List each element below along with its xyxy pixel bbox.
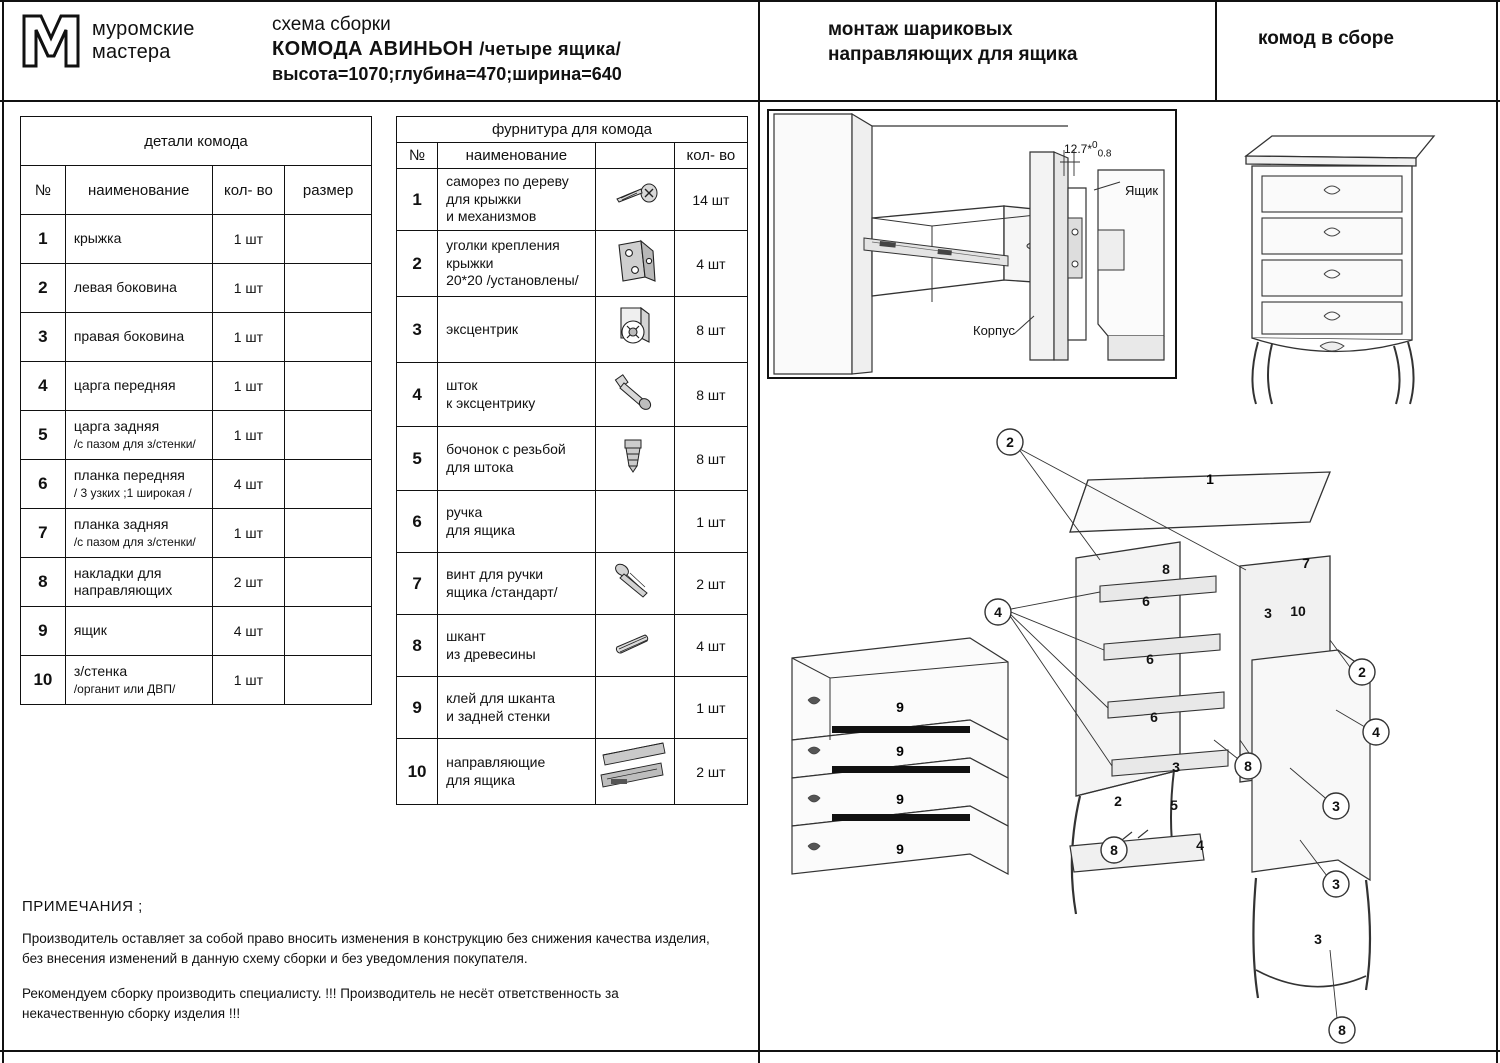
hardware-table [396, 116, 748, 805]
parts-row-6-size [285, 460, 372, 509]
hw-row-6-name [438, 491, 595, 553]
callout-2-top: 2 [1006, 434, 1014, 450]
hw-row-9-num: 9 [397, 677, 438, 739]
hw-row-8-name-l1: шкант [446, 628, 486, 644]
hw-row-1-name-l3: и механизмов [446, 208, 537, 225]
callout-8-left: 8 [1110, 842, 1118, 858]
hw-row-9-qty: 1 шт [674, 677, 747, 739]
exploded-assembly-diagram [770, 410, 1470, 1055]
hw-row-9-name [438, 677, 595, 739]
title-dimensions: высота=1070;глубина=470;ширина=640 [272, 64, 622, 84]
cam-bolt-icon [595, 363, 674, 427]
table-row [397, 739, 748, 805]
hw-row-4-name-l1: шток [446, 377, 478, 393]
parts-row-4-qty: 1 шт [212, 362, 285, 411]
title-model: КОМОДА АВИНЬОН [272, 38, 474, 60]
mark-10-right: 10 [1290, 603, 1306, 619]
parts-row-7-num: 7 [21, 509, 66, 558]
hw-row-10-name-l1: направляющие [446, 754, 546, 770]
dowel-nut-icon [595, 427, 674, 491]
notes-paragraph-1: Производитель оставляет за собой право вносить изменения в конструкцию без снижения качества изделия, без внесения изменений в данную схему сборки и без уведомления покупателя. [22, 931, 710, 967]
parts-row-8-name-main: накладки для [73, 564, 162, 581]
hw-row-6-num: 6 [397, 491, 438, 553]
brand-line-2: мастера [92, 41, 171, 63]
parts-row-7-name [65, 509, 212, 558]
hw-row-7-qty: 2 шт [674, 553, 747, 615]
assembled-cabinet-illustration [1228, 110, 1458, 415]
hw-row-10-name-l2: для ящика [446, 771, 516, 788]
parts-row-6-name [65, 460, 212, 509]
divider-vertical-left [758, 0, 760, 1063]
mark-7-right: 7 [1302, 555, 1310, 571]
hw-row-2-name-l1: уголки крепления [446, 237, 560, 254]
drawer-label-1: 9 [896, 699, 904, 715]
table-row [21, 460, 372, 509]
angle-bracket-icon [595, 231, 674, 297]
parts-row-2-name: левая боковина [65, 264, 212, 313]
table-row [21, 313, 372, 362]
hw-row-2-qty: 4 шт [674, 231, 747, 297]
table-row [397, 363, 748, 427]
parts-row-1-size [285, 215, 372, 264]
dimension-value: 12.7 [1064, 142, 1088, 156]
parts-row-4-num: 4 [21, 362, 66, 411]
table-row [397, 677, 748, 739]
logo-mark-icon [20, 12, 82, 70]
parts-table-caption: детали комода [21, 117, 372, 166]
parts-row-3-qty: 1 шт [212, 313, 285, 362]
cam-lock-icon [595, 297, 674, 363]
hw-row-6-qty: 1 шт [674, 491, 747, 553]
table-row [21, 264, 372, 313]
parts-row-2-size [285, 264, 372, 313]
parts-row-6-num: 6 [21, 460, 66, 509]
table-row [397, 615, 748, 677]
mark-4-bottom: 4 [1196, 837, 1204, 853]
parts-row-8-qty: 2 шт [212, 558, 285, 607]
parts-row-6-name-sub: / 3 узких ;1 широкая / [73, 486, 192, 500]
hw-row-4-name [438, 363, 595, 427]
hw-row-4-name-l2: к эксцентрику [446, 394, 536, 411]
parts-row-10-num: 10 [21, 656, 66, 705]
notes-paragraph-2: Рекомендуем сборку производить специалисту. !!! Производитель не несёт ответственность за некачественную сборку изделия !!! [22, 985, 619, 1021]
hw-row-3-qty: 8 шт [674, 297, 747, 363]
label-drawer: Ящик [1125, 183, 1159, 198]
hw-row-1-qty: 14 шт [674, 169, 747, 231]
divider-horizontal-top [0, 100, 1500, 102]
mark-6-b: 6 [1146, 651, 1154, 667]
callout-4-right: 4 [1372, 724, 1380, 740]
label-body: Корпус [973, 323, 1015, 338]
dimension-tol-up: 0 [1092, 140, 1098, 151]
parts-col-size: размер [285, 166, 372, 215]
hw-row-1-num: 1 [397, 169, 438, 231]
hw-row-7-name-l1: винт для ручки [446, 566, 544, 582]
hw-row-4-qty: 8 шт [674, 363, 747, 427]
parts-row-4-name: царга передняя [65, 362, 212, 411]
parts-row-10-name-main: з/стенка [73, 662, 128, 679]
hw-row-4-num: 4 [397, 363, 438, 427]
notes-block [22, 898, 722, 1024]
parts-row-2-qty: 1 шт [212, 264, 285, 313]
frame-top [0, 0, 1500, 2]
parts-row-9-qty: 4 шт [212, 607, 285, 656]
mark-8-left: 8 [1162, 561, 1170, 577]
hw-row-2-num: 2 [397, 231, 438, 297]
hw-row-10-num: 10 [397, 739, 438, 805]
hw-row-2-name [438, 231, 595, 297]
parts-row-10-qty: 1 шт [212, 656, 285, 705]
hw-row-8-qty: 4 шт [674, 615, 747, 677]
table-row [397, 231, 748, 297]
hw-row-3-num: 3 [397, 297, 438, 363]
callout-3-right: 3 [1332, 798, 1340, 814]
drawer-label-3: 9 [896, 791, 904, 807]
table-row [397, 297, 748, 363]
table-row [21, 558, 372, 607]
mark-3-right-lower: 3 [1314, 931, 1322, 947]
parts-row-5-size [285, 411, 372, 460]
table-row [21, 362, 372, 411]
hw-row-10-qty: 2 шт [674, 739, 747, 805]
parts-row-5-name-sub: /с пазом для з/стенки/ [73, 437, 196, 451]
hw-row-10-name [438, 739, 595, 805]
table-row [21, 607, 372, 656]
mark-6-a: 6 [1142, 593, 1150, 609]
sheet-title [272, 14, 622, 85]
parts-row-10-name [65, 656, 212, 705]
hw-row-6-name-l2: для ящика [446, 521, 516, 538]
slide-rail-icon [595, 739, 674, 805]
callout-2-right: 2 [1358, 664, 1366, 680]
parts-row-7-size [285, 509, 372, 558]
callout-4-left: 4 [994, 604, 1002, 620]
hw-col-num: № [397, 143, 438, 169]
dimension-label: 12.7*$^0_{0.8}$ [1064, 140, 1112, 160]
parts-col-name: наименование [65, 166, 212, 215]
hw-row-8-name-l2: из древесины [446, 645, 536, 662]
parts-row-1-name: крыжка [65, 215, 212, 264]
parts-row-1-num: 1 [21, 215, 66, 264]
dimension-tol-down: 0.8 [1097, 148, 1112, 160]
brand-text [92, 18, 195, 64]
hw-row-2-name-l2: крыжки [446, 254, 494, 271]
hw-row-5-num: 5 [397, 427, 438, 491]
mark-3-right: 3 [1264, 605, 1272, 621]
table-row [397, 553, 748, 615]
glue-icon [595, 677, 674, 739]
parts-row-3-size [285, 313, 372, 362]
parts-row-9-size [285, 607, 372, 656]
parts-row-5-name-main: царга задняя [73, 417, 160, 434]
drawer-label-4: 9 [896, 841, 904, 857]
parts-row-8-num: 8 [21, 558, 66, 607]
mark-2-left: 2 [1114, 793, 1122, 809]
table-row [397, 491, 748, 553]
slide-mounting-diagram [768, 110, 1176, 383]
hw-row-2-name-l3: 20*20 /установлены/ [446, 272, 579, 289]
parts-row-9-num: 9 [21, 607, 66, 656]
parts-row-8-name-sub: направляющих [73, 582, 173, 598]
frame-left [2, 0, 4, 1063]
callout-8-bottom: 8 [1338, 1022, 1346, 1038]
table-row [397, 427, 748, 491]
parts-row-5-qty: 1 шт [212, 411, 285, 460]
assembled-section-title: комод в сборе [1258, 28, 1394, 49]
hw-row-1-name-l2: для крыжки [446, 190, 522, 207]
parts-row-8-size [285, 558, 372, 607]
parts-row-9-name: ящик [65, 607, 212, 656]
slide-title-line-1: монтаж шариковых [828, 19, 1013, 40]
hw-row-5-name-l1: бочонок с резьбой [446, 441, 566, 457]
parts-row-8-name [65, 558, 212, 607]
parts-row-6-name-main: планка передняя [73, 466, 185, 483]
parts-row-3-name: правая боковина [65, 313, 212, 362]
hw-row-8-name [438, 615, 595, 677]
parts-table [20, 116, 372, 705]
brand-line-1: муромские [92, 18, 195, 40]
table-row [21, 509, 372, 558]
hw-row-5-name [438, 427, 595, 491]
parts-table-header [21, 166, 372, 215]
drawer-label-2: 9 [896, 743, 904, 759]
slide-section-title [828, 18, 1077, 67]
hw-row-3-name: эксцентрик [438, 297, 595, 363]
parts-row-7-name-main: планка задняя [73, 515, 169, 532]
parts-row-7-qty: 1 шт [212, 509, 285, 558]
parts-row-1-qty: 1 шт [212, 215, 285, 264]
slide-title-line-2: направляющих для ящика [828, 43, 1078, 65]
hw-row-7-num: 7 [397, 553, 438, 615]
hw-row-5-qty: 8 шт [674, 427, 747, 491]
hw-col-name: наименование [438, 143, 595, 169]
hw-col-image [595, 143, 674, 169]
table-row [397, 169, 748, 231]
title-line-2 [272, 38, 622, 61]
divider-vertical-right [1215, 0, 1217, 100]
parts-col-qty: кол- во [212, 166, 285, 215]
parts-row-5-name [65, 411, 212, 460]
parts-row-6-qty: 4 шт [212, 460, 285, 509]
parts-row-2-num: 2 [21, 264, 66, 313]
hw-row-1-name [438, 169, 595, 231]
table-row [21, 656, 372, 705]
title-line-1: схема сборки [272, 14, 391, 35]
handle-icon [595, 491, 674, 553]
hardware-table-header [397, 143, 748, 169]
mark-3-left: 3 [1172, 759, 1180, 775]
wood-dowel-icon [595, 615, 674, 677]
mark-6-c: 6 [1150, 709, 1158, 725]
parts-col-num: № [21, 166, 66, 215]
parts-table-caption-row [21, 117, 372, 166]
hw-col-qty: кол- во [674, 143, 747, 169]
table-row [21, 411, 372, 460]
parts-row-10-name-sub: /органит или ДВП/ [73, 682, 176, 696]
screw-icon [595, 169, 674, 231]
hw-row-5-name-l2: для штока [446, 458, 514, 475]
parts-row-4-size [285, 362, 372, 411]
hardware-table-caption-row [397, 117, 748, 143]
notes-title: ПРИМЕЧАНИЯ ; [22, 898, 143, 915]
mark-5-left: 5 [1170, 797, 1178, 813]
callout-8-mid: 8 [1244, 758, 1252, 774]
title-variant: /четыре ящика/ [479, 39, 622, 59]
hw-row-9-name-l1: клей для шканта [446, 690, 556, 706]
callout-1-label: 1 [1206, 471, 1214, 487]
hw-row-8-num: 8 [397, 615, 438, 677]
brand-logo [20, 12, 195, 70]
hw-row-6-name-l1: ручка [446, 504, 483, 520]
frame-right [1496, 0, 1498, 1063]
parts-row-7-name-sub: /с пазом для з/стенки/ [73, 535, 196, 549]
bolt-icon [595, 553, 674, 615]
hw-row-7-name-l2: ящика /стандарт/ [446, 583, 558, 600]
table-row [21, 215, 372, 264]
hw-row-9-name-l2: и задней стенки [446, 707, 551, 724]
parts-row-10-size [285, 656, 372, 705]
parts-row-3-num: 3 [21, 313, 66, 362]
hardware-table-caption: фурнитура для комода [397, 117, 748, 143]
callout-3-right-2: 3 [1332, 876, 1340, 892]
hw-row-1-name-l1: саморез по дереву [446, 173, 569, 190]
hw-row-7-name [438, 553, 595, 615]
parts-row-5-num: 5 [21, 411, 66, 460]
